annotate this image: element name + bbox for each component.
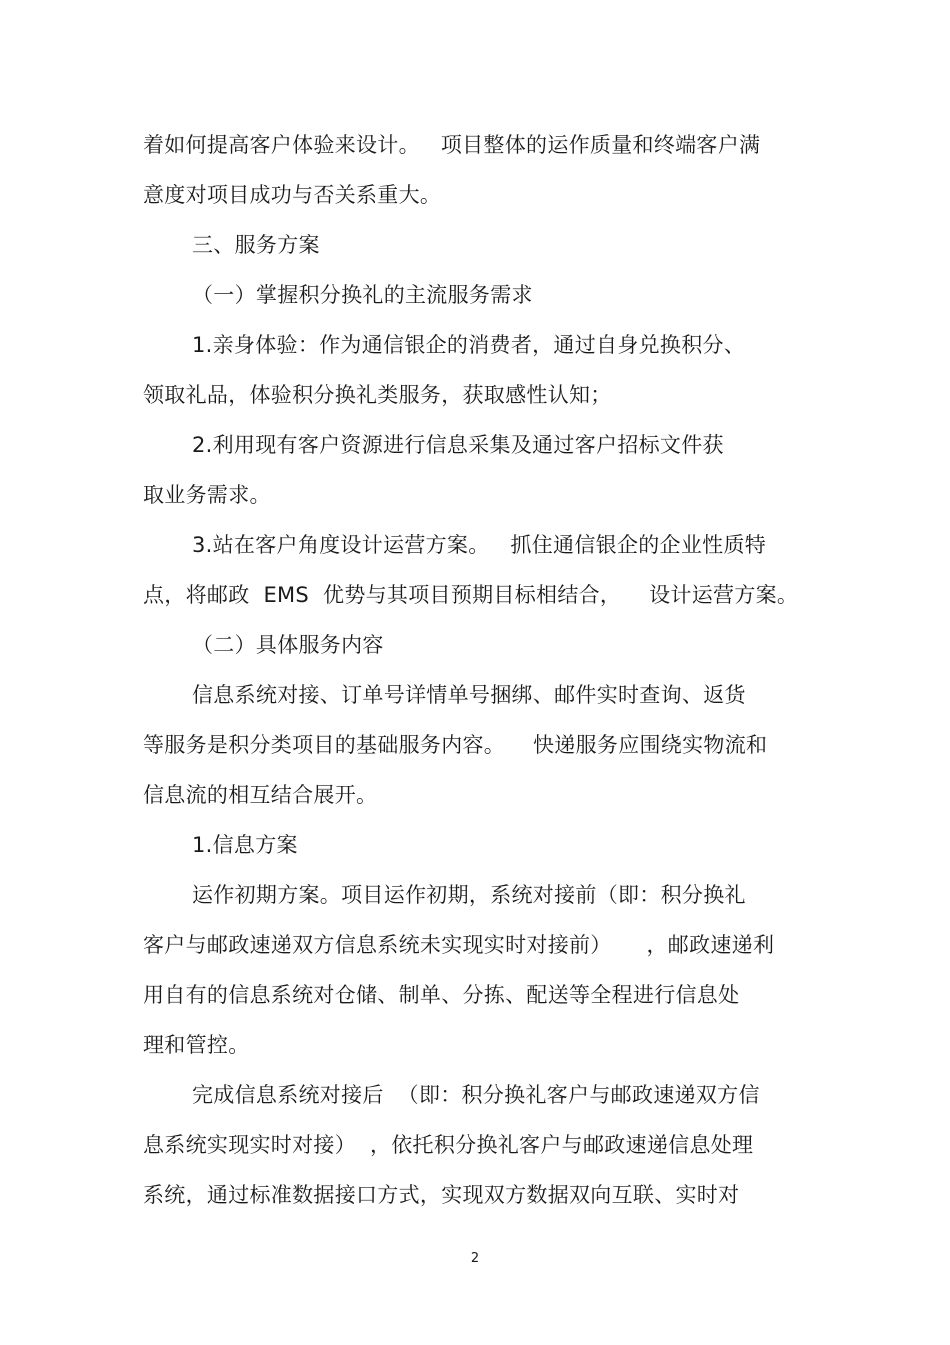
text-line: 完成信息系统对接后 （即：积分换礼客户与邮政速递双方信 bbox=[192, 1083, 760, 1107]
subsection-heading: 1.信息方案 bbox=[192, 833, 298, 857]
page-number: 2 bbox=[470, 1251, 480, 1266]
text-line: 息系统实现实时对接） ，依托积分换礼客户与邮政速递信息处理 bbox=[143, 1133, 754, 1157]
text-line: 着如何提高客户体验来设计。 项目整体的运作质量和终端客户满 bbox=[143, 133, 761, 157]
subsection-heading: （一）掌握积分换礼的主流服务需求 bbox=[192, 283, 533, 307]
text-line: 2.利用现有客户资源进行信息采集及通过客户招标文件获 bbox=[192, 433, 724, 457]
section-heading: 三、服务方案 bbox=[192, 233, 320, 257]
subsection-heading: （二）具体服务内容 bbox=[192, 633, 384, 657]
text-line: 3.站在客户角度设计运营方案。 抓住通信银企的企业性质特 bbox=[192, 533, 767, 557]
text-line: 系统，通过标准数据接口方式，实现双方数据双向互联、实时对 bbox=[143, 1183, 740, 1207]
text-line: 点，将邮政 EMS 优势与其项目预期目标相结合， 设计运营方案。 bbox=[143, 583, 799, 607]
text-line: 用自有的信息系统对仓储、制单、分拣、配送等全程进行信息处 bbox=[143, 983, 740, 1007]
text-line: 运作初期方案。项目运作初期，系统对接前（即：积分换礼 bbox=[192, 883, 746, 907]
text-line: 意度对项目成功与否关系重大。 bbox=[143, 183, 442, 207]
text-line: 取业务需求。 bbox=[143, 483, 271, 507]
text-line: 理和管控。 bbox=[143, 1033, 250, 1057]
text-line: 等服务是积分类项目的基础服务内容。 快递服务应围绕实物流和 bbox=[143, 733, 768, 757]
text-line: 信息流的相互结合展开。 bbox=[143, 783, 378, 807]
text-line: 客户与邮政速递双方信息系统未实现实时对接前） ，邮政速递利 bbox=[143, 933, 775, 957]
text-line: 1.亲身体验：作为通信银企的消费者，通过自身兑换积分、 bbox=[192, 333, 746, 357]
text-line: 领取礼品，体验积分换礼类服务，获取感性认知； bbox=[143, 383, 612, 407]
text-line: 信息系统对接、订单号详情单号捆绑、邮件实时查询、返货 bbox=[192, 683, 746, 707]
